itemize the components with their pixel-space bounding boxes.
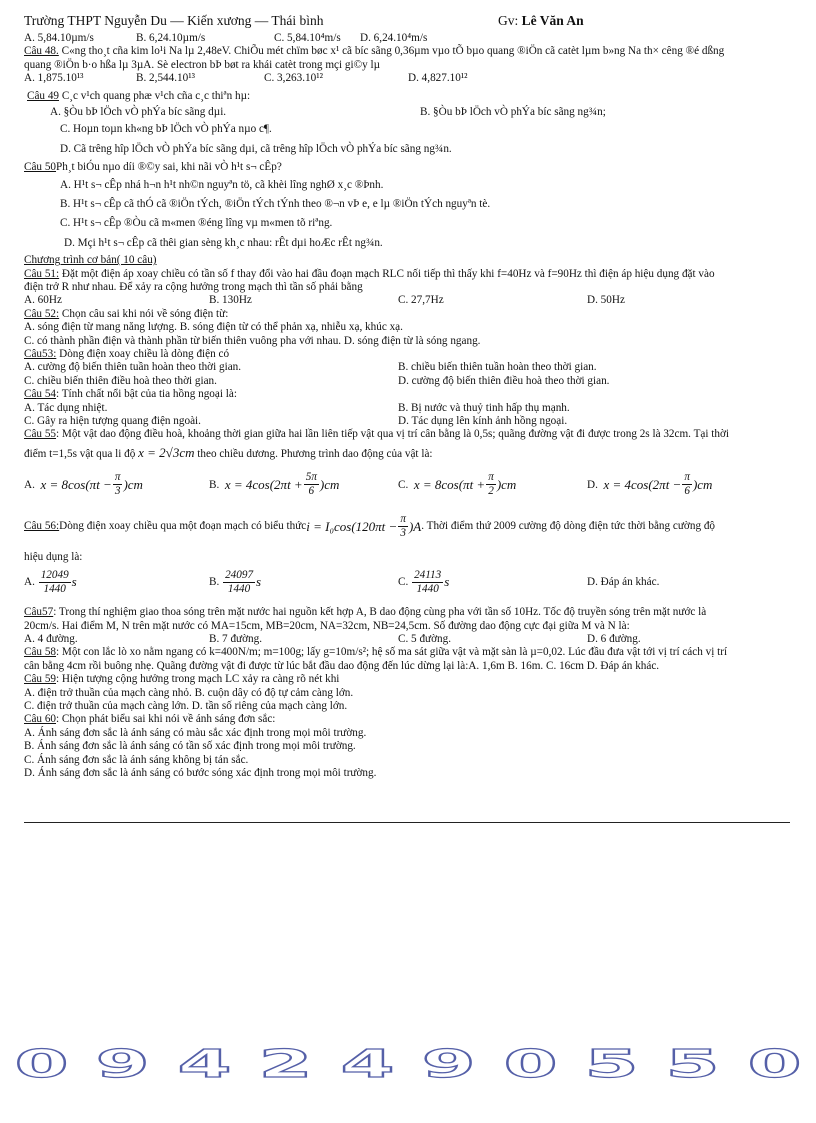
q54-option-b: B. Bị nước và thuỷ tinh hấp thụ mạnh.: [398, 401, 570, 414]
q54-text: : Tính chất nổi bật của tia hồng ngoại là:: [56, 388, 237, 401]
q59-text: : Hiện tượng cộng hưởng trong mạch LC xảy ra càng rõ nét khi: [56, 673, 340, 686]
q54-option-d: D. Tác dụng lên kính ảnh hồng ngoại.: [398, 415, 568, 428]
q56-option-b: [209, 564, 261, 600]
q57-option-b: B. 7 đường.: [209, 633, 263, 646]
q60-label: Câu 60: [24, 713, 57, 726]
phone-digit: 0: [14, 1041, 69, 1087]
q56-text1: Dòng điện xoay chiều qua một đoạn mạch có biểu thức: [59, 520, 307, 533]
teacher-label: [498, 13, 584, 29]
q52-text: Chọn câu sai khi nói về sóng điện từ:: [59, 307, 229, 320]
q55-option-c: [398, 465, 516, 505]
q55-option-d-num: π: [684, 471, 690, 484]
q57-options: [24, 633, 792, 646]
q51-options: [24, 294, 792, 307]
school-name: Trường THPT Nguyễn Du — Kiến xương — Thái bình: [24, 13, 324, 28]
q60-stem: [24, 713, 792, 726]
q51-option-d: D. 50Hz: [587, 294, 625, 307]
q49-label: Câu 49: [27, 89, 60, 102]
q47-option-c: C. 5,84.10⁴m/s: [274, 32, 341, 44]
q51-stem-line2: điện trở R như nhau. Để xảy ra cộng hưởng trong mạch thì tần số phải bằng: [24, 281, 363, 294]
q55-option-c-num: π: [488, 471, 494, 484]
q50-label: Câu 50: [24, 161, 57, 174]
exam-page: [24, 13, 792, 781]
q52-label: Câu 52:: [24, 307, 60, 320]
q47-options: [24, 32, 792, 45]
q51-option-b: B. 130Hz: [209, 294, 252, 307]
teacher-prefix: Gv:: [498, 13, 522, 28]
q47-option-d: D. 6,24.10⁴m/s: [360, 32, 428, 44]
q55-text1: : Một vật dao động điều hoà, khoảng thời gian giữa hai lần liên tiếp vật qua vị trí cân bằng là 0,5s; quãng đường vật đi được trong 2s là 32cm. Tại thời: [56, 428, 730, 441]
q60-text: : Chọn phát biểu sai khi nói về ánh sáng đơn sắc:: [56, 713, 276, 726]
q50-text: Ph¸t biÓu nµo díi ®©y sai, khi nãi vÒ h¹t s¬ cÊp?: [56, 161, 282, 174]
q56-math-i: i = I₀cos(120πt −: [306, 519, 398, 535]
q56-option-d: D. Đáp án khác.: [587, 576, 660, 589]
q55-option-b-prefix: B.: [209, 478, 220, 491]
q53-stem: [24, 348, 792, 361]
q48-stem-line1: [24, 45, 792, 58]
q55-option-d-prefix: D.: [587, 478, 598, 491]
q55-option-b-den: 6: [308, 485, 315, 498]
q54-label: Câu 54: [24, 388, 57, 401]
q55-option-d-tail: )cm: [692, 476, 713, 492]
q56-option-c-prefix: C.: [398, 576, 409, 589]
q49-stem: [24, 90, 792, 103]
q56-option-b-num: 24097: [225, 568, 254, 581]
q57-stem-line1: [24, 606, 792, 619]
q56-stem-line1: [24, 511, 792, 543]
q55-label: Câu 55: [24, 428, 57, 441]
q60-option-b: B. Ánh sáng đơn sắc là ánh sáng có tần số xác định trong mọi môi trường.: [24, 740, 356, 753]
phone-digit: 9: [421, 1041, 476, 1087]
teacher-name: Lê Văn An: [521, 13, 584, 28]
q55-option-d: [587, 465, 712, 505]
phone-digit: 0: [503, 1041, 558, 1087]
q56-option-c-num: 24113: [414, 568, 442, 581]
q57-option-a: A. 4 đường.: [24, 633, 78, 646]
q54-option-c: C. Gây ra hiện tượng quang điện ngoài.: [24, 415, 201, 428]
q56-math-num: π: [400, 513, 406, 526]
q55-option-c-tail: )cm: [496, 476, 517, 492]
q56-option-c-den: 1440: [416, 582, 439, 595]
footer-rule: [24, 822, 790, 823]
page-header: [24, 13, 792, 32]
q50-option-d: D. Mçi h¹t s¬ cÊp cã thêi gian sèng kh¸c nhau: rÊt dµi hoÆc rÊt ng¾n.: [64, 236, 383, 249]
q55-option-a-den: 3: [114, 485, 121, 498]
q57-option-c: C. 5 đường.: [398, 633, 452, 646]
q59-stem: [24, 673, 792, 686]
q57-text1: : Trong thí nghiệm giao thoa sóng trên mặt nước hai nguồn kết hợp A, B dao động cùng pha với tần số 10Hz. Tốc độ truyền sóng trên mặt nước là: [53, 606, 707, 619]
q48-options: [24, 72, 792, 85]
q56-option-b-prefix: B.: [209, 576, 220, 589]
q56-math-tail: )A: [408, 519, 422, 535]
q48-option-a: A. 1,875.10¹³: [24, 72, 84, 85]
q57-option-d: D. 6 đường.: [587, 633, 641, 646]
q54-option-a: A. Tác dụng nhiệt.: [24, 401, 108, 414]
phone-digit: 5: [665, 1041, 720, 1087]
q55-option-d-expr: x = 4cos(2πt −: [603, 476, 682, 492]
q52-stem: [24, 308, 792, 321]
q48-option-c: C. 3,263.10¹²: [264, 72, 323, 85]
q55-text2b: theo chiều dương. Phương trình dao động của vật là:: [194, 447, 433, 460]
phone-digit: 2: [258, 1041, 313, 1087]
q51-label: Câu 51:: [24, 267, 60, 280]
phone-digit: 4: [340, 1041, 395, 1087]
q55-option-c-prefix: C.: [398, 478, 409, 491]
q56-label: Câu 56:: [24, 520, 60, 533]
q60-option-d: D. Ánh sáng đơn sắc là ánh sáng có bước sóng xác định trong mọi môi trường.: [24, 767, 377, 780]
q51-option-a: A. 60Hz: [24, 294, 62, 307]
q48-option-b: B. 2,544.10¹³: [136, 72, 195, 85]
q49-option-c: C. Hoµn toµn kh«ng bÞ lÖch vÒ phÝa nµo c¶.: [60, 123, 272, 136]
q56-option-a-prefix: A.: [24, 576, 35, 589]
q54-cd: [24, 415, 792, 428]
phone-digit: 4: [177, 1041, 232, 1087]
q49-option-d: D. Cã trêng hîp lÖch vÒ phÝa bíc sãng dµi, cã trêng hîp lÖch vÒ phÝa bíc sãng ng¾n.: [60, 142, 452, 155]
q56-option-a-den: 1440: [43, 582, 66, 595]
q54-ab: [24, 402, 792, 415]
q56-option-a-unit: s: [71, 574, 77, 590]
q54-stem: [24, 388, 792, 401]
phone-digit: 9: [96, 1041, 150, 1087]
q58-label: Câu 58: [24, 646, 57, 659]
q48-option-d: D. 4,827.10¹²: [408, 72, 468, 85]
q59-options-line2: C. điện trở thuần của mạch càng lớn. D. tần số riêng của mạch càng lớn.: [24, 700, 348, 713]
q53-label: Câu53:: [24, 348, 57, 361]
q59-options-line1: A. điện trở thuần của mạch càng nhỏ. B. cuộn dây có độ tự cảm càng lớn.: [24, 686, 354, 699]
q55-option-c-expr: x = 8cos(πt +: [413, 476, 486, 492]
q57-label: Câu57: [24, 606, 54, 619]
q58-stem-line2: cân bằng 4cm rồi buông nhẹ. Quãng đường vật đi được từ lúc bắt đầu dao động đến lúc dừng lại là:A. 1,6m B. 16m. C. 16cm D. Đáp án khác.: [24, 659, 660, 672]
q55-text2a: điểm t=1,5s vật qua li độ: [24, 447, 139, 460]
q48-text1: C«ng tho¸t cña kim lo¹i Na lµ 2,48eV. ChiÕu mét chïm bøc x¹ cã bíc sãng 0,36µm vµo tÕ bµo quang ®iÖn cã catèt lµm b»ng Na th× cêng ®é dßng: [58, 45, 725, 58]
q55-options: [24, 465, 792, 505]
q49-ab: [24, 106, 792, 119]
q55-option-a-tail: )cm: [123, 476, 143, 492]
q50-option-a: A. H¹t s¬ cÊp nhá h¬n h¹t nh©n nguyªn tö, cã khèi lîng nghØ x¸c ®Þnh.: [60, 178, 384, 191]
q50-option-b: B. H¹t s¬ cÊp cã thÓ cã ®iÖn tÝch, ®iÖn tÝch tÝnh theo ®¬n vÞ e, e lµ ®iÖn tÝch nguyªn tè.: [60, 198, 491, 211]
q47-option-b: B. 6,24.10µm/s: [136, 32, 206, 44]
q55-stem-line2: [24, 442, 792, 465]
q49-text: C¸c v¹ch quang phæ v¹ch cña c¸c thiªn hµ:: [59, 89, 251, 102]
q52-options-line2: C. có thành phần điện và thành phần từ biến thiên vuông pha với nhau. D. sóng điện từ là sóng ngang.: [24, 334, 481, 347]
q55-option-d-den: 6: [684, 485, 690, 498]
q55-option-b-expr: x = 4cos(2πt +: [224, 476, 303, 492]
q57-stem-line2: 20cm/s. Hai điểm M, N trên mặt nước có MA=15cm, MB=20cm, NA=32cm, NB=24,5cm. Số đường dao động cực đại giữa M và N là:: [24, 619, 630, 632]
q56-option-b-den: 1440: [227, 582, 251, 595]
q50-stem: [24, 161, 792, 174]
q55-option-c-den: 2: [488, 485, 494, 498]
q55-option-a-prefix: A.: [24, 478, 35, 491]
q59-label: Câu 59: [24, 673, 57, 686]
q55-option-b-num: 5π: [305, 471, 317, 484]
q49-option-b: B. §Òu bÞ lÖch vÒ phÝa bíc sãng ng¾n;: [420, 106, 606, 118]
phone-digit: 5: [584, 1041, 639, 1087]
q60-option-c: C. Ánh sáng đơn sắc là ánh sáng không bị tán sắc.: [24, 753, 249, 766]
q51-stem-line1: [24, 268, 792, 281]
q49-option-a: A. §Òu bÞ lÖch vÒ phÝa bíc sãng dµi.: [50, 106, 227, 118]
q55-option-a-expr: x = 8cos(πt −: [40, 476, 112, 492]
q56-text1b: . Thời điểm thứ 2009 cường độ dòng điện tức thời bằng cường độ: [421, 520, 716, 533]
q58-text1: : Một con lắc lò xo nằm ngang có k=400N/m; m=100g; lấy g=10m/s²; hệ số ma sát giữa vật và mặt sàn là µ=0,02. Lúc đầu đưa vật tới vị trí cách vị trí: [56, 646, 728, 659]
q55-option-b: [209, 465, 339, 505]
q56-options: [24, 564, 792, 600]
q55-stem-line1: [24, 428, 792, 441]
q55-option-a: [24, 465, 143, 505]
q55-option-a-num: π: [114, 471, 121, 484]
q47-option-a: A. 5,84.10µm/s: [24, 32, 94, 44]
q53-option-c: C. chiều biến thiên điều hoà theo thời gian.: [24, 374, 217, 387]
q51-text1: Đặt một điện áp xoay chiều có tần số f thay đổi vào hai đầu đoạn mạch RLC nối tiếp thì thấy khi f=40Hz và f=90Hz thì điện áp hiệu dụng đặt vào: [59, 267, 715, 280]
q53-ab: [24, 361, 792, 374]
q53-option-b: B. chiều biến thiên tuần hoàn theo thời gian.: [398, 361, 597, 374]
q55-option-b-tail: )cm: [319, 476, 340, 492]
q53-option-a: A. cường độ biến thiên tuần hoàn theo thời gian.: [24, 361, 242, 374]
section-title: Chương trình cơ bản( 10 câu): [24, 254, 157, 267]
q53-text: Dòng điện xoay chiều là dòng điện có: [56, 348, 230, 361]
q56-stem-line2: hiệu dụng là:: [24, 550, 83, 563]
q56-option-a: [24, 564, 77, 600]
q53-cd: [24, 375, 792, 388]
phone-digit: 0: [747, 1041, 802, 1087]
phone-watermark: [14, 1036, 802, 1092]
q50-option-c: C. H¹t s¬ cÊp ®Òu cã m«men ®éng lîng vµ m«men tõ riªng.: [60, 217, 333, 230]
q51-option-c: C. 27,7Hz: [398, 294, 444, 307]
q56-math-den: 3: [400, 527, 406, 540]
q58-stem-line1: [24, 646, 792, 659]
q56-option-c: [398, 564, 449, 600]
q55-math-x: x = 2√3cm: [138, 444, 195, 460]
q56-option-b-unit: s: [256, 574, 262, 590]
q48-label: Câu 48.: [24, 45, 59, 58]
q48-stem-line2: quang ®iÖn b·o hßa lµ 3µA. Sè electron bÞ bøt ra khái catèt trong mçi gi©y lµ: [24, 58, 381, 71]
q60-option-a: A. Ánh sáng đơn sắc là ánh sáng có màu sắc xác định trong mọi môi trường.: [24, 726, 367, 739]
q56-option-a-num: 12049: [40, 568, 69, 581]
q52-options-line1: A. sóng điện từ mang năng lượng. B. sóng điện từ có thể phản xạ, nhiễu xạ, khúc xạ.: [24, 321, 403, 334]
q56-option-c-unit: s: [444, 574, 450, 590]
q53-option-d: D. cường độ biến thiên điều hoà theo thời gian.: [398, 374, 610, 387]
